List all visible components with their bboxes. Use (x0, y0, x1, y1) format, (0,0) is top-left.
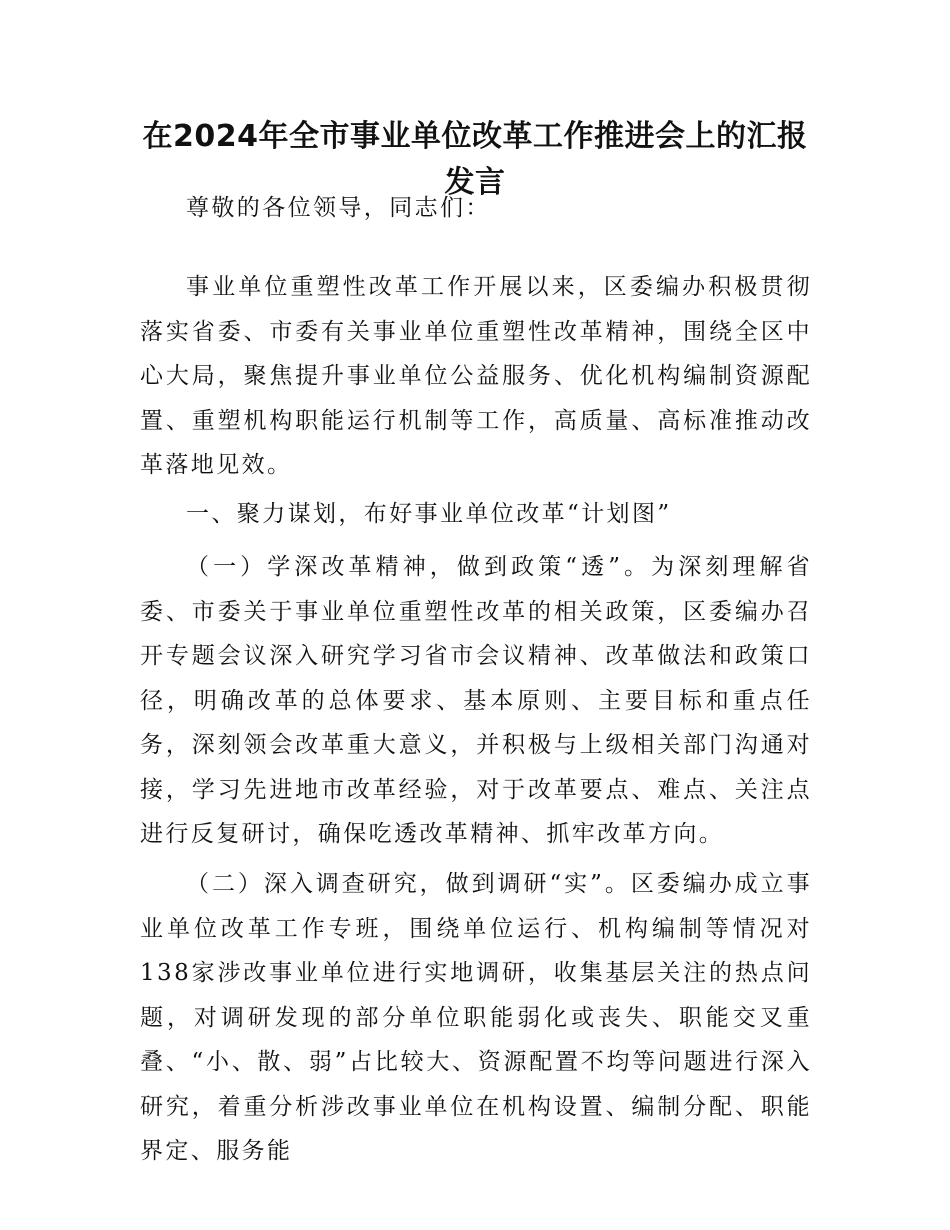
intro-paragraph: 事业单位重塑性改革工作开展以来，区委编办积极贯彻落实省委、市委有关事业单位重塑性改革精神，围绕全区中心大局，聚焦提升事业单位公益服务、优化机构编制资源配置、重塑机构职能运行机制等工作，高质量、高标准推动改革落地见效。 (140, 274, 812, 478)
subsection-paragraph-1: （一）学深改革精神，做到政策“透”。为深刻理解省委、市委关于事业单位重塑性改革的相关政策，区委编办召开专题会议深入研究学习省市会议精神、改革做法和政策口径，明确改革的总体要求、基本原则、主要目标和重点任务，深刻领会改革重大意义，并积极与上级相关部门沟通对接，学习先进地市改革经验，对于改革要点、难点、关注点进行反复研讨，确保吃透改革精神、抓牢改革方向。 (140, 554, 812, 847)
salutation: 尊敬的各位领导，同志们： (186, 195, 491, 221)
subsection-paragraph-2: （二）深入调查研究，做到调研“实”。区委编办成立事业单位改革工作专班，围绕单位运行、机构编制等情况对138家涉改事业单位进行实地调研，收集基层关注的热点问题，对调研发现的部分单位职能弱化或丧失、职能交叉重叠、“小、散、弱”占比较大、资源配置不均等问题进行深入研究，着重分析涉改事业单位在机构设置、编制分配、职能界定、服务能 (140, 871, 812, 1164)
document-title: 在2024年全市事业单位改革工作推进会上的汇报发言 (142, 119, 808, 200)
section-heading-1: 一、聚力谋划，布好事业单位改革“计划图” (186, 501, 672, 527)
